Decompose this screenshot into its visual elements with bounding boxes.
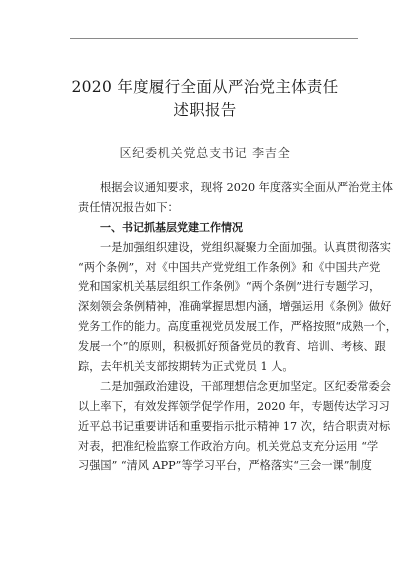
paragraph-line: 以上率下，有效发挥领学促学作用，2020 年，专题传达学习习: [78, 399, 390, 413]
paragraph-line: “两个条例”，对《中国共产党党组工作条例》和《中国共产党: [78, 260, 381, 274]
paragraph-line: 习强国” “清风 APP”等学习平台，严格落实“三会一课”制度: [78, 459, 372, 473]
document-title-line2: 述职报告: [173, 101, 237, 119]
paragraph-line: 党务工作的能力。高度重视党员发展工作，严格按照“成熟一个，: [78, 320, 397, 334]
document-title-line1: 2020 年度履行全面从严治党主体责任: [71, 78, 339, 96]
paragraph-line: 对表，把准纪检监察工作政治方向。机关党总支充分运用 “学: [78, 439, 379, 453]
paragraph-line: 踪，去年机关支部按期转为正式党员 1 人。: [78, 360, 294, 374]
header-rule: [70, 38, 358, 39]
paragraph-line: 发展一个”的原则，积极抓好预备党员的教育、培训、考核、跟: [78, 340, 386, 354]
paragraph-line: 党和国家机关基层组织工作条例》“两个条例”进行专题学习，: [78, 280, 381, 294]
report-body: [78, 178, 397, 476]
author-line: 区纪委机关党总支书记 李吉全: [119, 146, 291, 160]
paragraph-line: 二是加强政治建设，干部理想信念更加坚定。区纪委常委会: [100, 379, 391, 393]
paragraph-line: 深刻领会条例精神，准确掌握思想内涵，增强运用《条例》做好: [78, 300, 392, 314]
intro-line: 责任情况报告如下：: [78, 200, 179, 214]
paragraph-line: 近平总书记重要讲话和重要指示批示精神 17 次，结合职责对标: [78, 419, 391, 433]
intro-line: 根据会议通知要求，现将 2020 年度落实全面从严治党主体: [100, 181, 393, 194]
section-heading: 一、书记抓基层党建工作情况: [100, 220, 243, 234]
paragraph-line: 一是加强组织建设，党组织凝聚力全面加强。认真贯彻落实: [100, 240, 391, 254]
